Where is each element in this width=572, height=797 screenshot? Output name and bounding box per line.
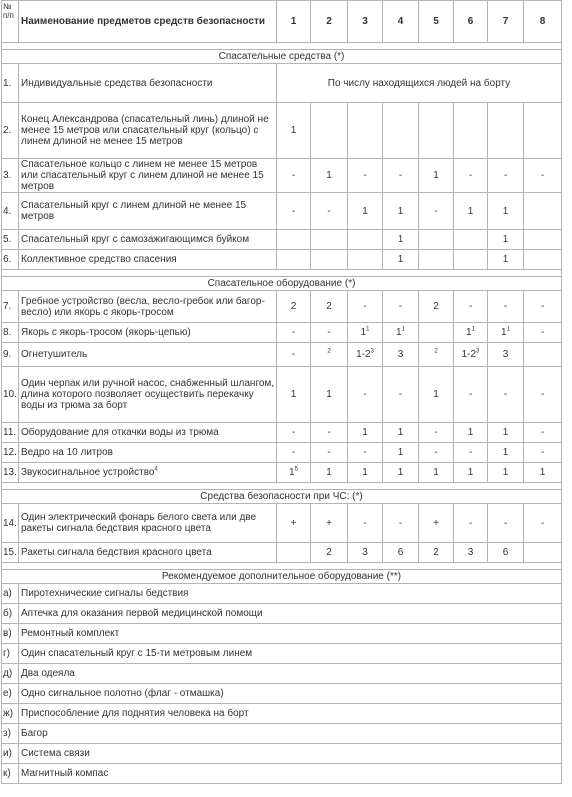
header-col-5: 5 (419, 1, 454, 43)
value-cell-col-6 (454, 103, 488, 159)
table-row (2, 543, 562, 563)
value-cell-col-1 (277, 543, 311, 563)
spacer-cell (2, 43, 562, 50)
value-cell-col-3: 1 (348, 463, 383, 483)
table-row (2, 291, 562, 323)
value-cell-col-1: - (277, 193, 311, 230)
header-col-7: 7 (488, 1, 524, 43)
value-cell-col-2 (311, 250, 348, 270)
extra-row (2, 664, 562, 684)
extra-row (2, 744, 562, 764)
value-cell-col-6: 1 (454, 463, 488, 483)
row-number: 15. (2, 543, 19, 563)
spacer-cell (2, 563, 562, 570)
table-row (2, 64, 562, 103)
extra-row-number: г) (2, 644, 19, 664)
value-cell-col-5 (419, 250, 454, 270)
table-row (2, 443, 562, 463)
header-row (2, 1, 562, 43)
table-row (2, 367, 562, 423)
value-cell-col-4: - (383, 291, 419, 323)
footnote-mark: 4 (154, 466, 158, 473)
value-cell-col-7: - (488, 504, 524, 543)
value-cell-col-4: 1 (383, 443, 419, 463)
extra-row (2, 584, 562, 604)
extra-row-name: Один спасательный круг с 15-ти метровым линем (19, 644, 562, 664)
value-cell-col-7: 1 (488, 250, 524, 270)
value-cell-col-4: 1 (383, 250, 419, 270)
value-cell-col-6: - (454, 504, 488, 543)
value-cell-col-8 (524, 230, 562, 250)
value-cell-col-7: 1 (488, 230, 524, 250)
value-cell-col-4: $1^1$ (383, 323, 419, 343)
extra-row-number: к) (2, 764, 19, 784)
value-cell-col-3: 1 (348, 193, 383, 230)
value-cell-col-4 (383, 103, 419, 159)
value-cell-col-2: - (311, 193, 348, 230)
value-cell-col-3: - (348, 504, 383, 543)
header-name: Наименование предметов средств безопасности (19, 1, 277, 43)
section-3 (2, 490, 562, 504)
spacer-cell (2, 483, 562, 490)
extra-row-number: б) (2, 604, 19, 624)
extra-row (2, 644, 562, 664)
value-cell-col-8 (524, 543, 562, 563)
value-cell-col-5 (419, 343, 454, 367)
value-cell-col-2: - (311, 423, 348, 443)
value-cell-col-7: 1 (488, 443, 524, 463)
row-name: Спасательный круг с линем длиной не менее 15 метров (19, 193, 277, 230)
extra-row-name: Одно сигнальное полотно (флаг - отмашка) (19, 684, 562, 704)
value-cell-col-3 (348, 230, 383, 250)
value-cell-col-8 (524, 343, 562, 367)
extra-row (2, 724, 562, 744)
table-row (2, 504, 562, 543)
value-cell-col-3: 3 (348, 543, 383, 563)
row-name: Спасательное кольцо с линем не менее 15 метров или спасательный круг с линем длиной не менее 15 метров (19, 159, 277, 193)
header-col-2: 2 (311, 1, 348, 43)
footnote-mark: 5 (294, 466, 298, 473)
table-row (2, 159, 562, 193)
spacer-row (2, 483, 562, 490)
value-cell-col-8 (524, 193, 562, 230)
value-cell-col-1: $1^5$ (277, 463, 311, 483)
row-number: 8. (2, 323, 19, 343)
footnote-mark: 1 (471, 326, 475, 333)
section-2 (2, 277, 562, 291)
extra-row-name: Магнитный компас (19, 764, 562, 784)
value-cell-col-3: $1^1$ (348, 323, 383, 343)
value-cell-col-1: 1 (277, 367, 311, 423)
value-cell-col-6: $1-2^3$ (454, 343, 488, 367)
value-cell-col-4: 3 (383, 343, 419, 367)
value-cell-col-7: 3 (488, 343, 524, 367)
header-col-8: 8 (524, 1, 562, 43)
header-no: № п/п (2, 1, 19, 43)
value-cell-col-7: 1 (488, 463, 524, 483)
value-cell-col-8: - (524, 504, 562, 543)
header-col-6: 6 (454, 1, 488, 43)
value-cell-col-5: 2 (419, 543, 454, 563)
value-cell-col-8 (524, 250, 562, 270)
footnote-mark: 1 (401, 326, 405, 333)
value-cell-col-3 (348, 250, 383, 270)
extra-row (2, 604, 562, 624)
table-body (2, 1, 562, 784)
value-cell-col-4: 1 (383, 193, 419, 230)
value-cell-col-8: - (524, 423, 562, 443)
spacer-row (2, 270, 562, 277)
row-name: Спасательный круг с самозажигающимся буйком (19, 230, 277, 250)
value-cell-col-7: - (488, 291, 524, 323)
value-cell-col-7: - (488, 159, 524, 193)
value-cell-col-4: - (383, 159, 419, 193)
value-cell-col-6: 1 (454, 423, 488, 443)
value-cell-col-5: 2 (419, 291, 454, 323)
row-name: Ведро на 10 литров (19, 443, 277, 463)
value-cell-col-8: - (524, 323, 562, 343)
extra-row (2, 704, 562, 724)
value-cell-col-5: - (419, 443, 454, 463)
value-cell-col-2: 1 (311, 159, 348, 193)
row-name: Коллективное средство спасения (19, 250, 277, 270)
row-number: 1. (2, 64, 19, 103)
extra-row-name: Ремонтный комплект (19, 624, 562, 644)
row-number: 3. (2, 159, 19, 193)
row-name: Оборудование для откачки воды из трюма (19, 423, 277, 443)
value-cell-col-6: - (454, 159, 488, 193)
value-cell-col-3 (348, 103, 383, 159)
extra-row-number: и) (2, 744, 19, 764)
value-cell-col-4: 1 (383, 230, 419, 250)
value-cell-col-5 (419, 323, 454, 343)
row-note: По числу находящихся людей на борту (277, 64, 562, 103)
value-cell-col-4: - (383, 504, 419, 543)
value-cell-col-6 (454, 250, 488, 270)
row-name: Звукосигнальное устройство$^4$ (19, 463, 277, 483)
table-row (2, 423, 562, 443)
value-cell-col-1: - (277, 159, 311, 193)
value-cell-col-6: $1^1$ (454, 323, 488, 343)
table-row (2, 230, 562, 250)
row-number: 2. (2, 103, 19, 159)
value-cell-col-6 (454, 230, 488, 250)
extra-row-name: Пиротехнические сигналы бедствия (19, 584, 562, 604)
extra-row-name: Приспособление для поднятия человека на борт (19, 704, 562, 724)
value-cell-col-8: - (524, 443, 562, 463)
footnote-mark: 2 (434, 348, 438, 355)
row-name: Конец Александрова (спасательный линь) длиной не менее 15 метров или спасательный круг (кольцо) с линем длиной не менее 15 метров (19, 103, 277, 159)
value-cell-col-8 (524, 103, 562, 159)
value-cell-col-2 (311, 103, 348, 159)
row-number: 9. (2, 343, 19, 367)
value-cell-col-2: + (311, 504, 348, 543)
spacer-row (2, 563, 562, 570)
value-cell-col-1: - (277, 343, 311, 367)
header-col-3: 3 (348, 1, 383, 43)
extra-row (2, 624, 562, 644)
extra-row (2, 764, 562, 784)
extra-row-number: е) (2, 684, 19, 704)
value-cell-col-5: 1 (419, 159, 454, 193)
value-cell-col-3: - (348, 367, 383, 423)
row-number: 5. (2, 230, 19, 250)
value-cell-col-1: - (277, 423, 311, 443)
row-number: 12. (2, 443, 19, 463)
row-name: Гребное устройство (весла, весло-гребок или багор-весло) или якорь с якорь-тросом (19, 291, 277, 323)
value-cell-col-8: - (524, 291, 562, 323)
header-col-1: 1 (277, 1, 311, 43)
value-cell-col-2: 1 (311, 367, 348, 423)
section-2-title: Спасательное оборудование (*) (2, 277, 562, 291)
section-extra (2, 570, 562, 584)
extra-row-number: в) (2, 624, 19, 644)
value-cell-col-5: - (419, 193, 454, 230)
value-cell-col-5 (419, 230, 454, 250)
header-col-4: 4 (383, 1, 419, 43)
footnote-mark: 1 (366, 326, 370, 333)
row-name: Один черпак или ручной насос, снабженный шлангом, длина которого позволяет осуществить перекачку воды из трюма за борт (19, 367, 277, 423)
value-cell-col-7: 6 (488, 543, 524, 563)
row-name: Индивидуальные средства безопасности (19, 64, 277, 103)
value-cell-col-1: + (277, 504, 311, 543)
value-cell-col-2 (311, 343, 348, 367)
value-cell-col-1 (277, 230, 311, 250)
table-row (2, 323, 562, 343)
row-number: 14. (2, 504, 19, 543)
table-row (2, 103, 562, 159)
extra-row-number: д) (2, 664, 19, 684)
row-number: 10. (2, 367, 19, 423)
value-cell-col-6: 1 (454, 193, 488, 230)
section-extra-title: Рекомендуемое дополнительное оборудование (**) (2, 570, 562, 584)
value-cell-col-3: - (348, 443, 383, 463)
value-cell-col-7: - (488, 367, 524, 423)
section-1 (2, 50, 562, 64)
value-cell-col-1 (277, 250, 311, 270)
value-cell-col-4: 1 (383, 423, 419, 443)
value-cell-col-1: - (277, 443, 311, 463)
extra-row (2, 684, 562, 704)
row-name: Ракеты сигнала бедствия красного цвета (19, 543, 277, 563)
value-cell-col-5: 1 (419, 463, 454, 483)
value-cell-col-5: 1 (419, 367, 454, 423)
value-cell-col-8: 1 (524, 463, 562, 483)
section-3-title: Средства безопасности при ЧС: (*) (2, 490, 562, 504)
value-cell-col-3: - (348, 159, 383, 193)
extra-row-name: Система связи (19, 744, 562, 764)
spacer-row (2, 43, 562, 50)
value-cell-col-6: - (454, 443, 488, 463)
row-number: 13. (2, 463, 19, 483)
value-cell-col-7: $1^1$ (488, 323, 524, 343)
value-cell-col-8: - (524, 159, 562, 193)
footnote-mark: 3 (476, 348, 480, 355)
extra-row-number: ж) (2, 704, 19, 724)
row-number: 4. (2, 193, 19, 230)
value-cell-col-3: $1-2^3$ (348, 343, 383, 367)
value-cell-col-1: 1 (277, 103, 311, 159)
row-number: 11. (2, 423, 19, 443)
spacer-cell (2, 270, 562, 277)
table-row (2, 193, 562, 230)
value-cell-col-3: - (348, 291, 383, 323)
extra-row-name: Багор (19, 724, 562, 744)
value-cell-col-2: 2 (311, 291, 348, 323)
value-cell-col-5: - (419, 423, 454, 443)
value-cell-col-6: - (454, 291, 488, 323)
value-cell-col-2 (311, 230, 348, 250)
table-row (2, 463, 562, 483)
footnote-mark: 1 (506, 326, 510, 333)
equipment-table (1, 0, 562, 784)
value-cell-col-1: - (277, 323, 311, 343)
value-cell-col-3: 1 (348, 423, 383, 443)
row-number: 7. (2, 291, 19, 323)
extra-row-name: Аптечка для оказания первой медицинской помощи (19, 604, 562, 624)
footnote-mark: 2 (327, 348, 331, 355)
row-name: Один электрический фонарь белого света или две ракеты сигнала бедствия красного цвета (19, 504, 277, 543)
row-number: 6. (2, 250, 19, 270)
value-cell-col-2: 2 (311, 543, 348, 563)
value-cell-col-6: 3 (454, 543, 488, 563)
value-cell-col-4: - (383, 367, 419, 423)
value-cell-col-5 (419, 103, 454, 159)
value-cell-col-1: 2 (277, 291, 311, 323)
table-row (2, 250, 562, 270)
footnote-mark: 3 (370, 348, 374, 355)
value-cell-col-4: 1 (383, 463, 419, 483)
value-cell-col-7 (488, 103, 524, 159)
section-1-title: Спасательные средства (*) (2, 50, 562, 64)
row-name: Якорь с якорь-тросом (якорь-цепью) (19, 323, 277, 343)
value-cell-col-8: - (524, 367, 562, 423)
value-cell-col-7: 1 (488, 193, 524, 230)
extra-row-number: а) (2, 584, 19, 604)
value-cell-col-2: - (311, 323, 348, 343)
value-cell-col-2: - (311, 443, 348, 463)
value-cell-col-6: - (454, 367, 488, 423)
row-name: Огнетушитель (19, 343, 277, 367)
table-row (2, 343, 562, 367)
value-cell-col-5: + (419, 504, 454, 543)
value-cell-col-7: 1 (488, 423, 524, 443)
extra-row-number: з) (2, 724, 19, 744)
value-cell-col-2: 1 (311, 463, 348, 483)
extra-row-name: Два одеяла (19, 664, 562, 684)
value-cell-col-4: 6 (383, 543, 419, 563)
